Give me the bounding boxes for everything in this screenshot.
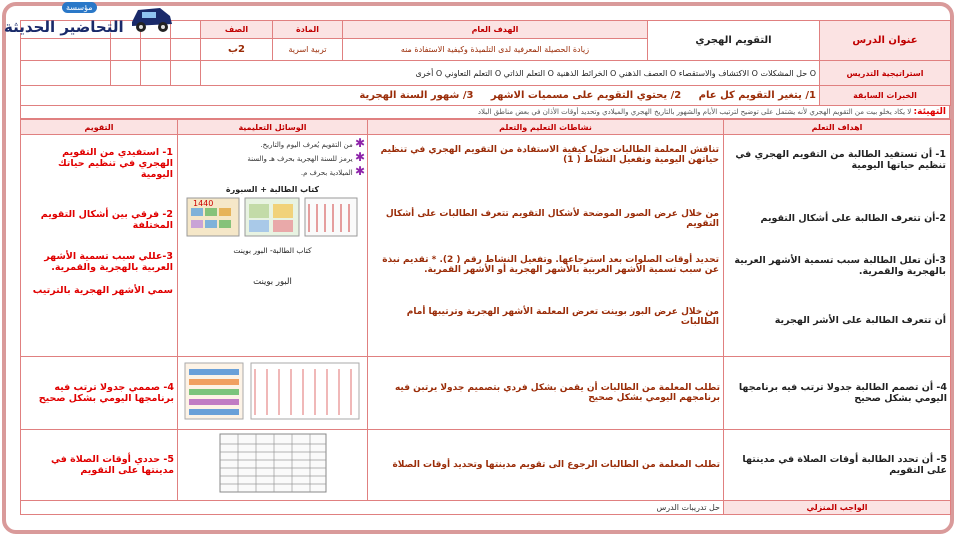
evaluation-item: 1- استفيدي من التقويم الهجري في تنظيم حياتك اليومية (57, 147, 173, 180)
lesson-title-label: عنوان الدرس (820, 21, 951, 61)
activity-row-3: تطلب المعلمة من الطالبات الرجوع الى تقويم مدينتها وتحديد أوقات الصلاة (368, 430, 724, 501)
aids-bullet-item (180, 151, 365, 165)
empty-cell (21, 61, 111, 86)
logo-badge: مؤسسة (62, 2, 97, 13)
empty-cell (141, 61, 171, 86)
evaluation-item: 2- فرقي بين أشكال التقويم المختلفة (40, 209, 173, 231)
activity-item: تحديد أوقات الصلوات بعد استرجاعها. وتفعيل النشاط رقم ( 2). * تقديم نبذة عن سبب تسمية الأشهر العربية بالأشهر الهجرية أو الأشهر القمرية. (382, 255, 719, 275)
flower-icon: ✱ (354, 164, 365, 178)
intro-label: التهيئة: (913, 107, 946, 117)
aids-cell-1 (178, 135, 368, 357)
page-frame (2, 2, 954, 534)
prior-knowledge-value (21, 85, 820, 105)
flower-icon: ✱ (354, 136, 365, 150)
prior-item: 2/ يحتوي التقويم على مسميات الاشهر (490, 89, 682, 101)
aids-cell-3 (178, 430, 368, 501)
calendar-images-icon (185, 196, 360, 238)
aids-bullet-item (180, 137, 365, 151)
evaluation-cell-1 (21, 135, 178, 357)
evaluation-header: التقويم (21, 120, 178, 135)
evaluation-row-2: 4- صممي جدولا ترتب فيه برنامجها اليومي بشكل صحيح (21, 357, 178, 430)
logo-car-icon (128, 0, 176, 34)
goal-item: 3-أن تعلل الطالبة سبب تسمية الأشهر العربية بالهجرية والقمرية. (734, 255, 946, 277)
goals-cell-1 (724, 135, 951, 357)
schedule-images-icon (183, 359, 363, 423)
general-goal-value: زيادة الحصيلة المعرفية لدى التلميذة وكيفية الاستفادة منه (343, 38, 648, 60)
aids-bullet-item (180, 165, 365, 179)
evaluation-row-3: 5- حددي أوقات الصلاة في مدينتها على التقويم (21, 430, 178, 501)
calendar-images (180, 196, 365, 238)
calendar-year-text: 1440 (193, 199, 214, 208)
aids-book-label: كتاب الطالبة + السبورة (225, 185, 320, 194)
empty-cell (111, 38, 141, 60)
subject-value: تربية اسرية (273, 38, 343, 60)
general-goal-label: الهدف العام (343, 21, 648, 39)
prior-item: 3/ شهور السنة الهجرية (359, 89, 474, 101)
goals-header: اهداف التعلم (724, 120, 951, 135)
empty-cell (171, 61, 201, 86)
strategy-label: استراتيجية التدريس (820, 61, 951, 86)
subject-label: المادة (273, 21, 343, 39)
aids-header: الوسائل التعليمية (178, 120, 368, 135)
prior-item: 1/ يتغير التقويم كل عام (698, 89, 816, 101)
homework-label: الواجب المنزلي (724, 501, 951, 515)
prior-knowledge-label: الخبرات السابقة (820, 85, 951, 105)
brand-logo (0, 0, 180, 40)
activity-item: من خلال عرض البور بوينت تعرض المعلمة الأشهر الهجرية وترتيبها أمام الطالبات (406, 307, 719, 327)
empty-cell (171, 38, 201, 60)
activity-item: تناقش المعلمة الطالبات حول كيفية الاستفادة من التقويم الهجري في تنظيم حياتهن اليومية وتفعيل النشاط ( 1) (380, 145, 719, 165)
aids-bullet-text: يرمز للسنة الهجرية بحرف هـ والسنة (247, 155, 353, 163)
evaluation-item: سمي الأشهر الهجرية بالترتيب (32, 285, 173, 296)
aids-pp-label: كتاب الطالبة- البور بوينت (233, 246, 312, 255)
goal-item: 2-أن تتعرف الطالبة على أشكال التقويم (760, 213, 946, 224)
empty-cell (21, 38, 111, 60)
intro-row (20, 106, 950, 119)
goal-item: أن تتعرف الطالبة على الأشر الهجرية (774, 315, 946, 326)
empty-cell (141, 38, 171, 60)
logo-text: التحاضير الحديثة (4, 18, 124, 36)
activity-row-2: تطلب المعلمة من الطالبات أن يقمن بشكل فردي بتصميم جدولا يرتبن فيه برنامجهم اليومي بشكل صحيح (368, 357, 724, 430)
aids-pp2-label: البور بوينت (253, 277, 292, 287)
lesson-title-value: التقويم الهجري (648, 21, 820, 61)
homework-value: حل تدريبات الدرس (21, 501, 724, 515)
goal-row-2: 4- أن تصمم الطالبة جدولا ترتب فيه برنامجها اليومي بشكل صحيح (724, 357, 951, 430)
activities-cell-1 (368, 135, 724, 357)
aids-bullet-text: الميلادية بحرف م. (300, 169, 353, 177)
grade-value: 2ب (201, 38, 273, 60)
goal-row-3: 5- أن تحدد الطالبة أوقات الصلاة في مدينتها على التقويم (724, 430, 951, 501)
class-label: الصف (201, 21, 273, 39)
activity-item: من خلال عرض الصور الموضحة لأشكال التقويم تتعرف الطالبات على أشكال التقويم (385, 209, 719, 229)
flower-icon: ✱ (354, 150, 365, 164)
aids-bullet-text: من التقويم يُعرف اليوم والتاريخ. (260, 141, 353, 149)
activities-header: نشاطات التعليم والتعلم (368, 120, 724, 135)
evaluation-item: 3-عللي سبب تسمية الأشهر العربية بالهجرية والقمرية. (44, 251, 173, 273)
aids-bullets (180, 137, 365, 179)
prayer-times-table-icon (218, 432, 328, 494)
empty-cell (111, 61, 141, 86)
goal-item: 1- أن تستفيد الطالبة من التقويم الهجري في تنظيم حياتها اليومية (735, 149, 946, 171)
strategy-value: O حل المشكلات O الاكتشاف والاستقصاء O العصف الذهني O الخرائط الذهنية O التعلم الذاتي O التعلم التعاوني O أخرى (201, 61, 820, 86)
intro-text: لا يكاد يخلو بيت من التقويم الهجري لأنه يشتمل على توضيح لترتيب الأيام والشهور بالتاريخ الهجري والميلادي وتحديد أوقات الأذان في بعض مناطق البلاد (477, 108, 912, 116)
aids-cell-2 (178, 357, 368, 430)
main-table (20, 119, 951, 515)
lesson-plan (20, 20, 950, 534)
